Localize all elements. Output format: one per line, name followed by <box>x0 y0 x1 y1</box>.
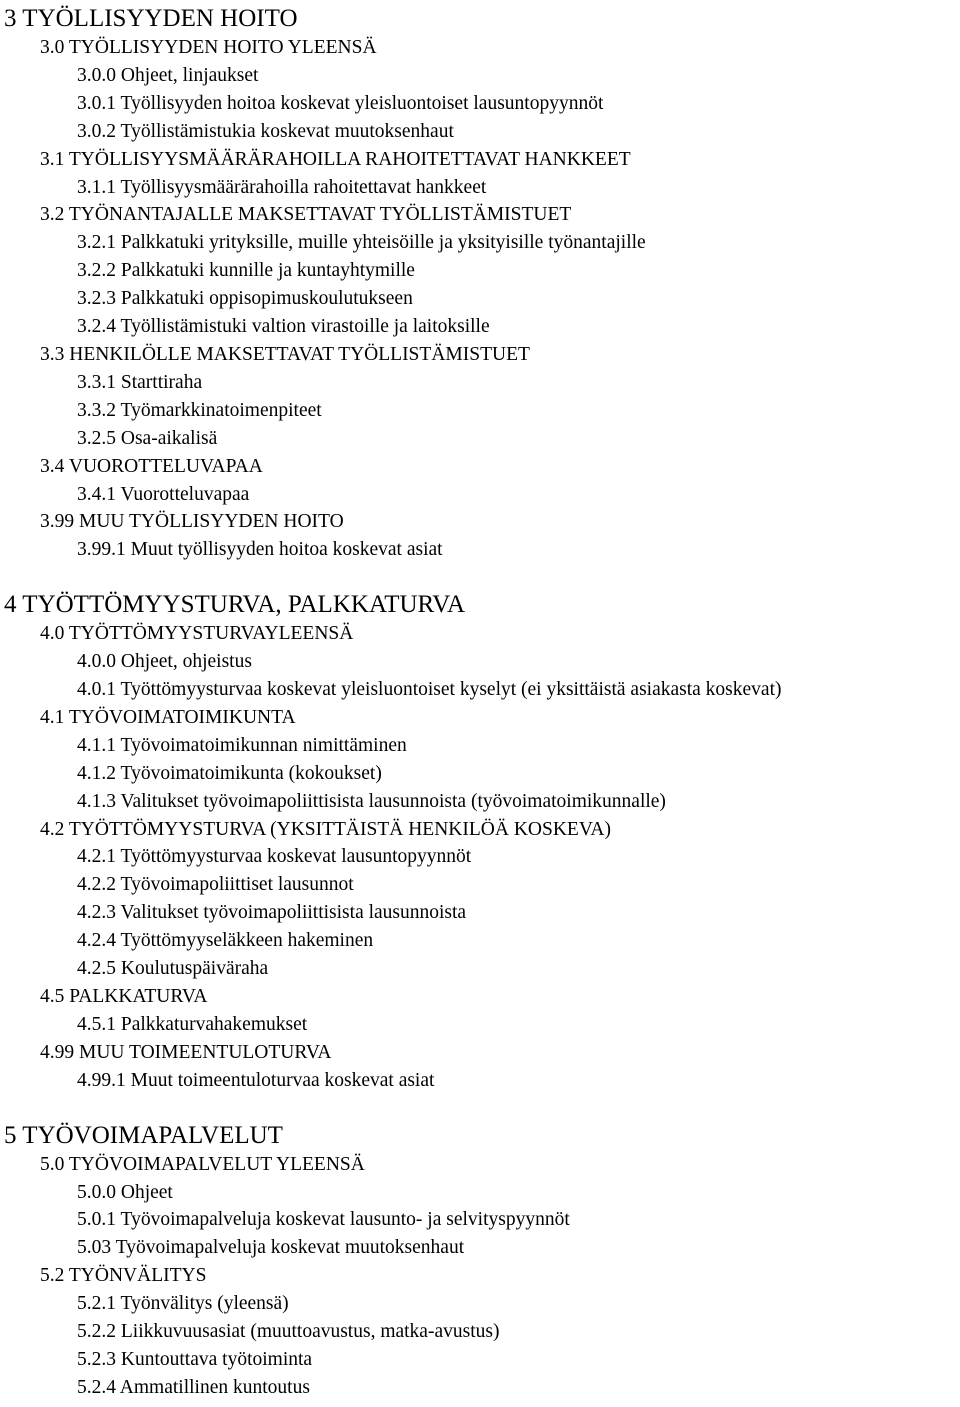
outline-item: 5.2.4 Ammatillinen kuntoutus <box>77 1376 310 1398</box>
outline-item: 4.2.1 Työttömyysturvaa koskevat lausuntopyynnöt <box>77 846 472 868</box>
outline-section <box>0 590 960 1094</box>
outline-item: 4.2.5 Koulutuspäiväraha <box>77 958 269 980</box>
section-heading: 4 TYÖTTÖMYYSTURVA, PALKKATURVA <box>4 591 466 619</box>
outline-section <box>0 1121 960 1402</box>
outline-section <box>0 4 960 564</box>
subsection-heading: 3.2 TYÖNANTAJALLE MAKSETTAVAT TYÖLLISTÄMISTUET <box>40 204 572 226</box>
outline-item: 5.03 Työvoimapalveluja koskevat muutoksenhaut <box>77 1237 465 1259</box>
subsection-heading: 3.4 VUOROTTELUVAPAA <box>40 455 263 477</box>
outline-item: 4.1.1 Työvoimatoimikunnan nimittäminen <box>77 734 407 756</box>
outline-item: 4.99.1 Muut toimeentuloturvaa koskevat asiat <box>77 1069 435 1091</box>
outline-item: 4.5.1 Palkkaturvahakemukset <box>77 1013 308 1035</box>
outline-item: 3.0.0 Ohjeet, linjaukset <box>77 64 259 86</box>
outline-item: 5.0.0 Ohjeet <box>77 1181 173 1203</box>
outline-item: 3.2.2 Palkkatuki kunnille ja kuntayhtymille <box>77 260 415 282</box>
outline-item: 4.1.2 Työvoimatoimikunta (kokoukset) <box>77 762 382 784</box>
outline-item: 5.0.1 Työvoimapalveluja koskevat lausunto- ja selvityspyynnöt <box>77 1209 570 1231</box>
subsection-heading: 5.0 TYÖVOIMAPALVELUT YLEENSÄ <box>40 1153 365 1175</box>
subsection-heading: 3.99 MUU TYÖLLISYYDEN HOITO <box>40 511 344 533</box>
subsection-heading: 4.99 MUU TOIMEENTULOTURVA <box>40 1041 332 1063</box>
outline-item: 3.3.1 Starttiraha <box>77 371 203 393</box>
subsection-heading: 5.2 TYÖNVÄLITYS <box>40 1265 207 1287</box>
subsection-heading: 3.1 TYÖLLISYYSMÄÄRÄRAHOILLA RAHOITETTAVAT HANKKEET <box>40 148 631 170</box>
outline-item: 3.2.4 Työllistämistuki valtion virastoille ja laitoksille <box>77 316 490 338</box>
subsection-heading: 3.0 TYÖLLISYYDEN HOITO YLEENSÄ <box>40 37 377 58</box>
outline-item: 5.2.1 Työnvälitys (yleensä) <box>77 1293 289 1315</box>
outline-item: 3.0.2 Työllistämistukia koskevat muutoksenhaut <box>77 120 454 142</box>
outline-item: 4.0.1 Työttömyysturvaa koskevat yleisluontoiset kyselyt (ei yksittäistä asiakasta koskevat) <box>77 679 782 701</box>
subsection-heading: 4.1 TYÖVOIMATOIMIKUNTA <box>40 706 296 728</box>
outline-item: 4.2.2 Työvoimapoliittiset lausunnot <box>77 874 354 896</box>
outline-item: 4.0.0 Ohjeet, ohjeistus <box>77 651 252 673</box>
outline-item: 5.2.3 Kuntouttava työtoiminta <box>77 1348 313 1370</box>
outline-item: 4.1.3 Valitukset työvoimapoliittisista lausunnoista (työvoimatoimikunnalle) <box>77 790 666 812</box>
subsection-heading: 4.0 TYÖTTÖMYYSTURVAYLEENSÄ <box>40 623 354 645</box>
subsection-heading: 3.3 HENKILÖLLE MAKSETTAVAT TYÖLLISTÄMISTUET <box>40 343 530 365</box>
outline-item: 3.2.5 Osa-aikalisä <box>77 427 218 449</box>
outline-item: 5.2.2 Liikkuvuusasiat (muuttoavustus, matka-avustus) <box>77 1321 500 1343</box>
outline-item: 3.0.1 Työllisyyden hoitoa koskevat yleisluontoiset lausuntopyynnöt <box>77 92 604 114</box>
outline-item: 3.2.1 Palkkatuki yrityksille, muille yhteisöille ja yksityisille työnantajille <box>77 232 646 254</box>
outline-item: 3.99.1 Muut työllisyyden hoitoa koskevat asiat <box>77 539 443 561</box>
subsection-heading: 4.5 PALKKATURVA <box>40 986 208 1007</box>
subsection-heading: 4.2 TYÖTTÖMYYSTURVA (YKSITTÄISTÄ HENKILÖÄ KOSKEVA) <box>40 818 611 840</box>
outline-item: 4.2.3 Valitukset työvoimapoliittisista lausunnoista <box>77 902 467 924</box>
outline-item: 3.3.2 Työmarkkinatoimenpiteet <box>77 399 322 421</box>
outline-item: 3.2.3 Palkkatuki oppisopimuskoulutukseen <box>77 288 413 310</box>
section-heading: 3 TYÖLLISYYDEN HOITO <box>4 5 298 32</box>
outline-item: 3.1.1 Työllisyysmäärärahoilla rahoitettavat hankkeet <box>77 176 487 198</box>
outline-item: 3.4.1 Vuorotteluvapaa <box>77 483 250 505</box>
outline-item: 4.2.4 Työttömyyseläkkeen hakeminen <box>77 930 374 952</box>
section-heading: 5 TYÖVOIMAPALVELUT <box>4 1121 283 1149</box>
